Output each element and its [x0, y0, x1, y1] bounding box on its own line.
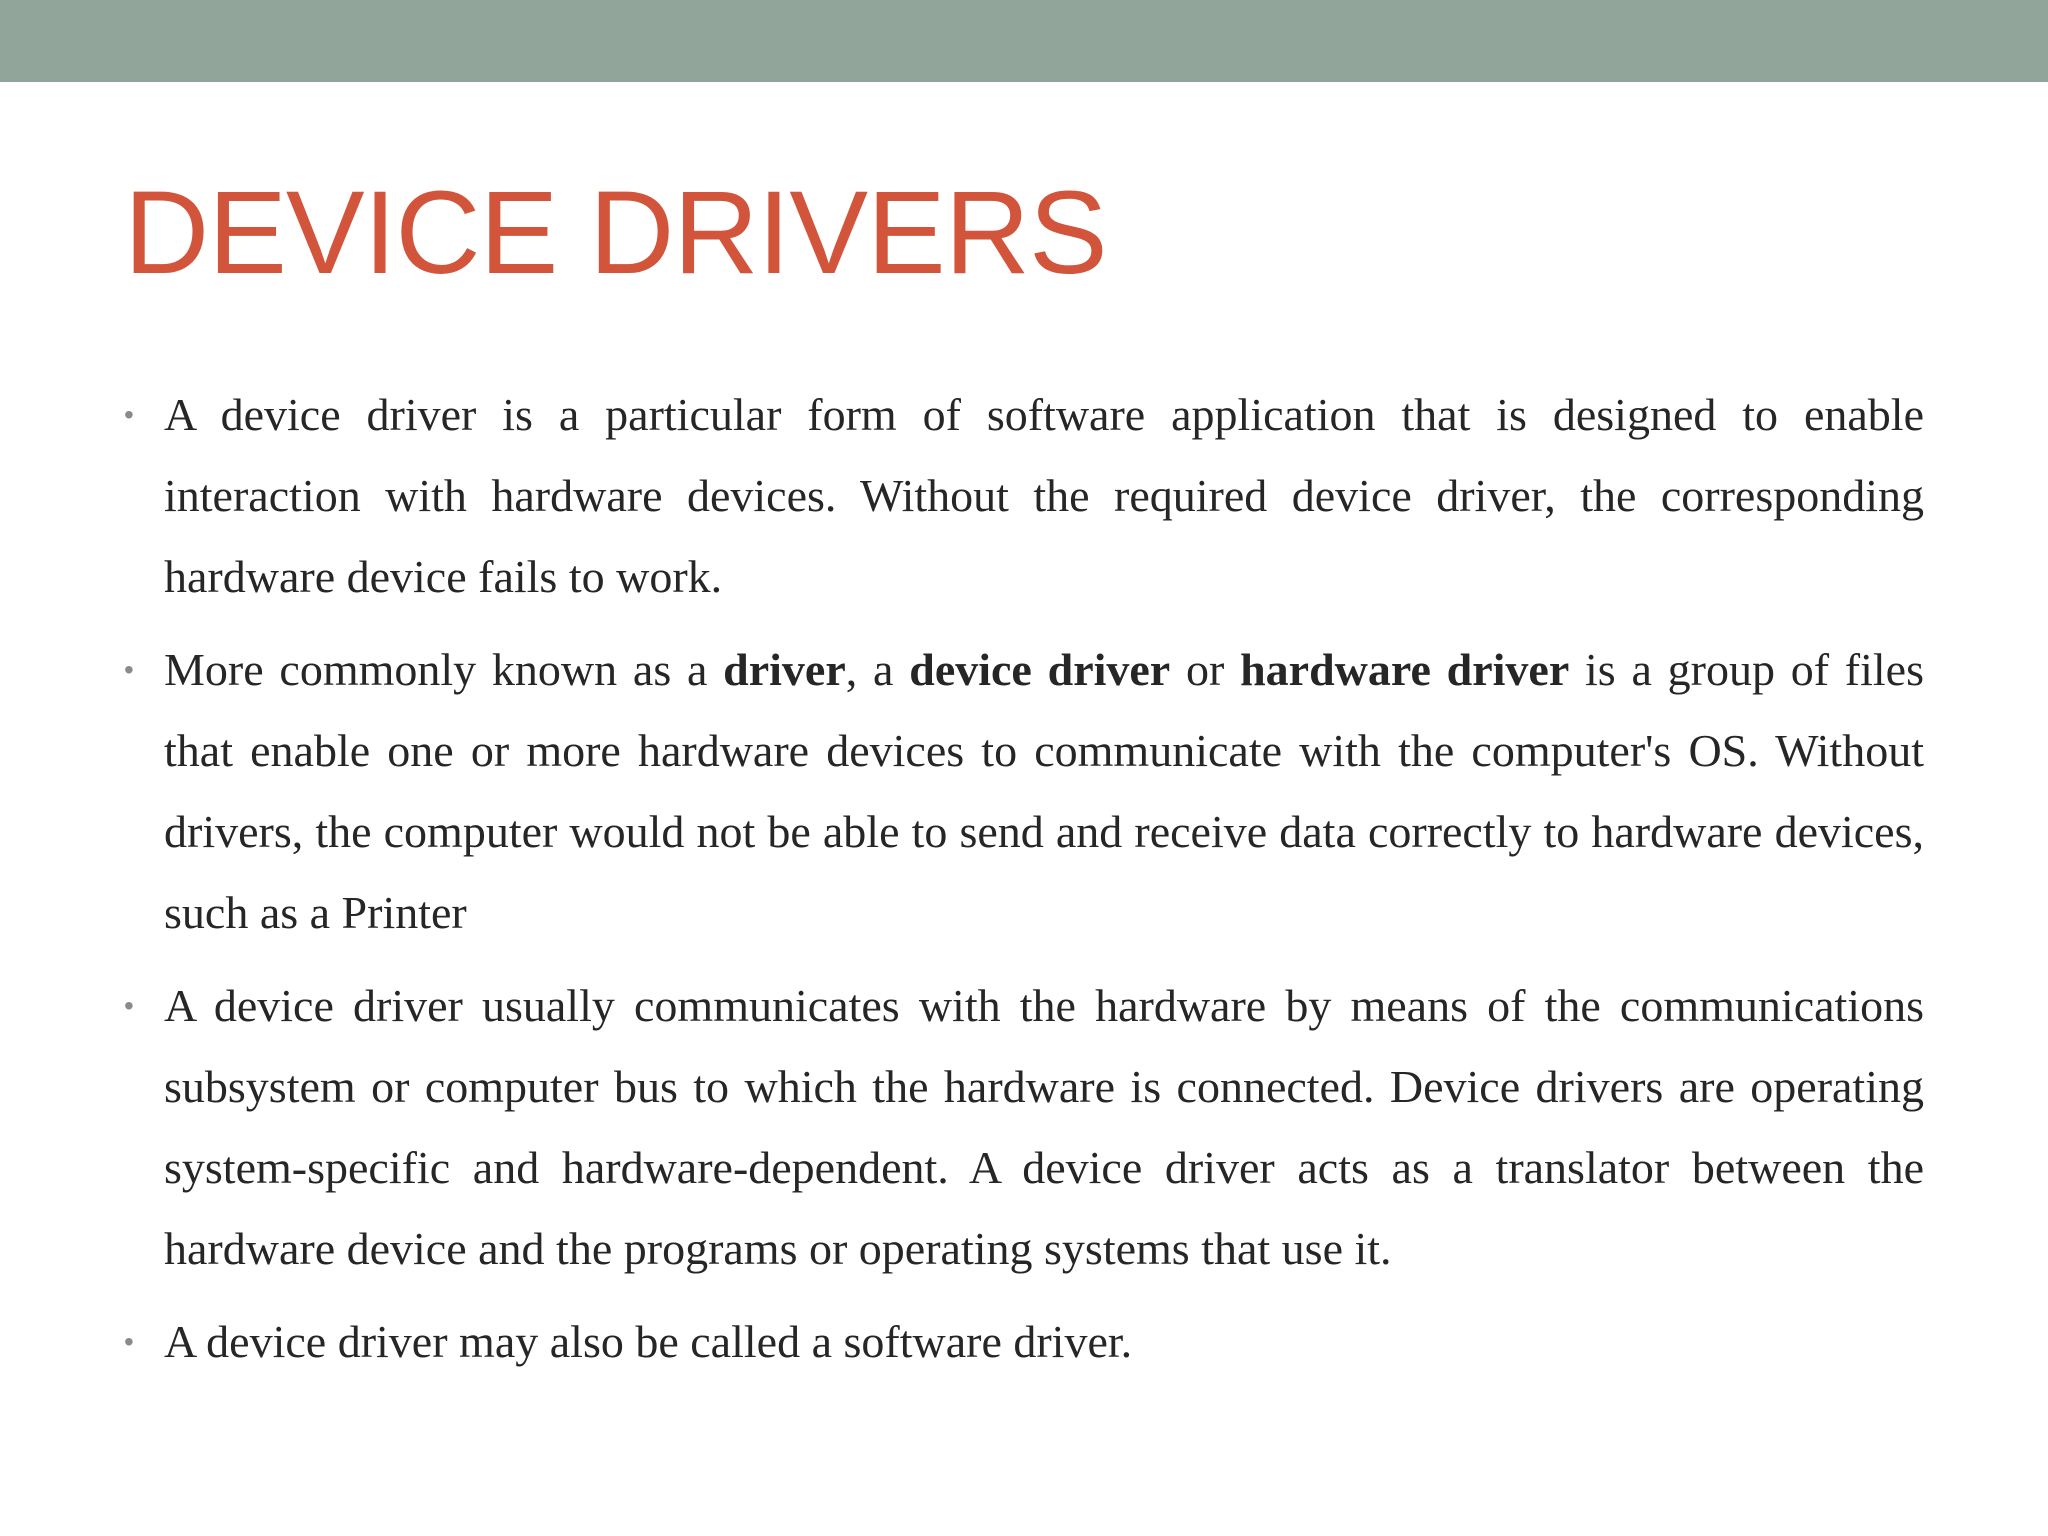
bold-term-driver: driver — [723, 644, 846, 695]
bullet-text-segment: More commonly known as a — [164, 644, 724, 695]
bullet-text: A device driver is a particular form of software application that is designed to enable interaction with hardware devices. Without the required device driver, the corresponding hardware device fails to work. — [164, 389, 1924, 602]
bullet-icon: • — [124, 990, 134, 1021]
bullet-item-3 — [124, 965, 1924, 1289]
header-band — [0, 0, 2048, 82]
bullet-text-segment: , a — [845, 644, 910, 695]
slide-title: DEVICE DRIVERS — [124, 167, 1107, 299]
bullet-icon: • — [124, 654, 134, 685]
bullet-text-segment: is a group of files that enable one or more hardware devices to communicate with the computer's OS. Without drivers, the computer would not be able to send and receive data correctly to hardware devices, such as a Printer — [164, 644, 1925, 938]
bold-term-hardware-driver: hardware driver — [1240, 644, 1570, 695]
bullet-text: A device driver may also be called a software driver. — [164, 1316, 1133, 1367]
bullet-icon: • — [124, 1326, 134, 1357]
bullet-item-1 — [124, 374, 1924, 617]
bullet-text-segment: or — [1170, 644, 1241, 695]
bullet-icon: • — [124, 399, 134, 430]
bullet-item-2 — [124, 629, 1924, 953]
bullet-item-4 — [124, 1301, 1924, 1382]
bold-term-device-driver: device driver — [909, 644, 1171, 695]
bullet-text — [164, 644, 1924, 938]
bullet-list — [124, 374, 1924, 1394]
bullet-text: A device driver usually communicates with the hardware by means of the communications subsystem or computer bus to which the hardware is connected. Device drivers are operating system-specific and hardware-dependent. A device driver acts as a translator between the hardware device and the programs or operating systems that use it. — [164, 980, 1924, 1274]
